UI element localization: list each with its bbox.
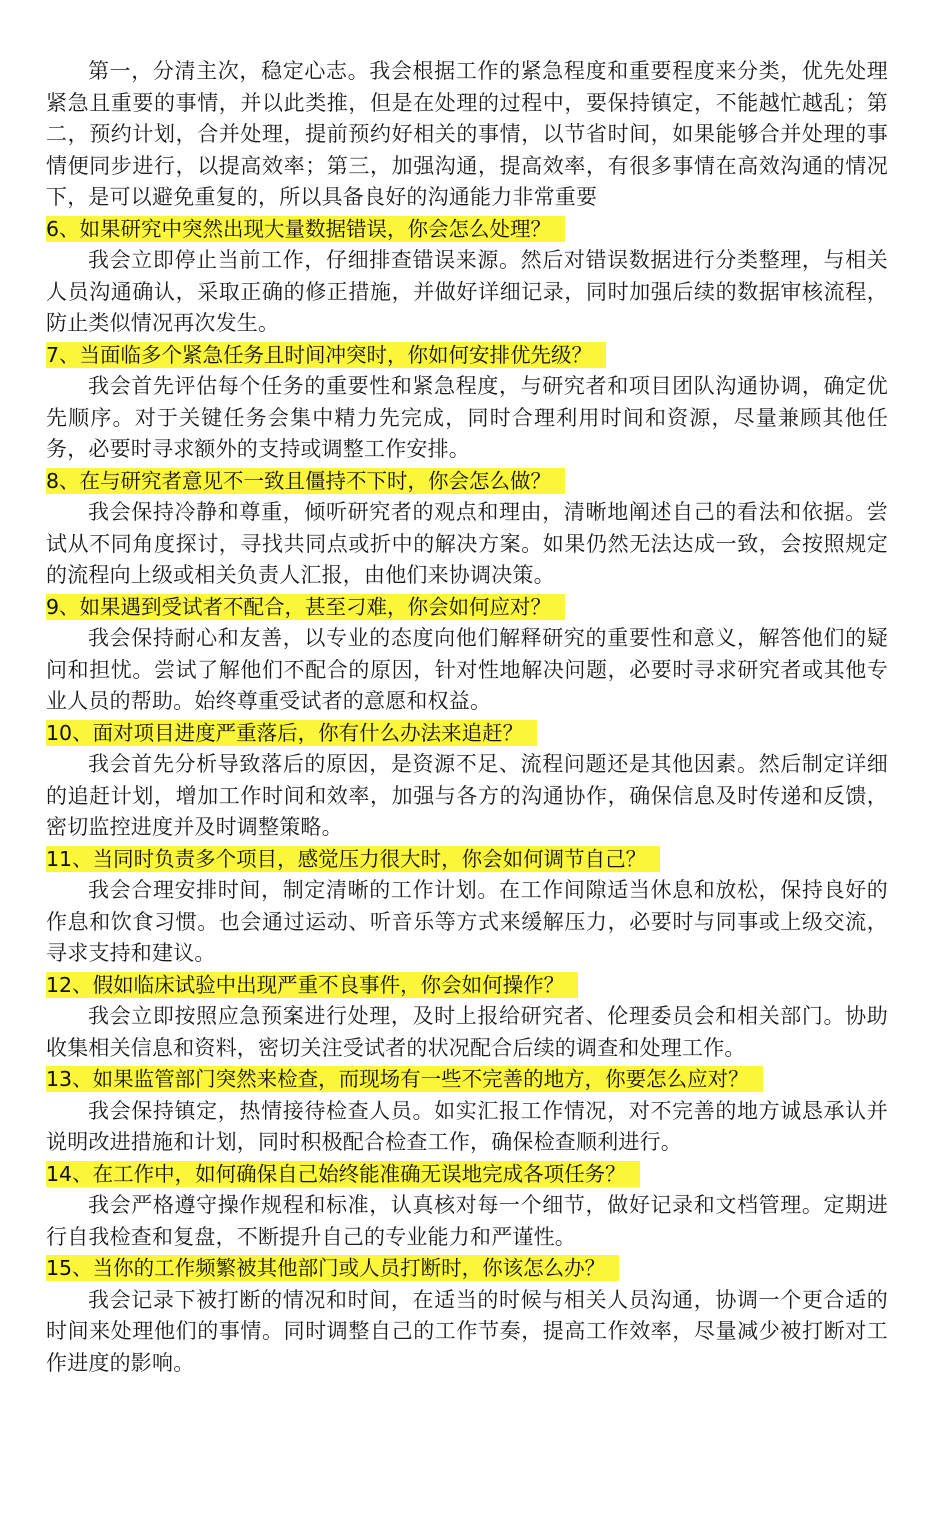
question-9 <box>46 592 888 624</box>
question-8 <box>46 466 888 498</box>
question-13-text: 13、如果监管部门突然来检查，而现场有一些不完善的地方，你要怎么应对？ <box>46 1066 763 1092</box>
answer-13: 我会保持镇定，热情接待检查人员。如实汇报工作情况，对不完善的地方诚恳承认并说明改进措施和计划，同时积极配合检查工作，确保检查顺利进行。 <box>46 1098 888 1154</box>
question-7-text: 7、当面临多个紧急任务且时间冲突时，你如何安排优先级？ <box>46 342 606 368</box>
answer-14: 我会严格遵守操作规程和标准，认真核对每一个细节，做好记录和文档管理。定期进行自我检查和复盘，不断提升自己的专业能力和严谨性。 <box>46 1193 888 1249</box>
answer-10: 我会首先分析导致落后的原因，是资源不足、流程问题还是其他因素。然后制定详细的追赶计划，增加工作时间和效率，加强与各方的沟通协作，确保信息及时传递和反馈，密切监控进度并及时调整策略。 <box>46 752 888 839</box>
answer-12: 我会立即按照应急预案进行处理，及时上报给研究者、伦理委员会和相关部门。协助收集相关信息和资料，密切关注受试者的状况配合后续的调查和处理工作。 <box>46 1004 888 1060</box>
question-15 <box>46 1253 888 1285</box>
intro-paragraph: 第一，分清主次，稳定心志。我会根据工作的紧急程度和重要程度来分类，优先处理紧急且重要的事情，并以此类推，但是在处理的过程中，要保持镇定，不能越忙越乱；第二，预约计划，合并处理，提前预约好相关的事情，以节省时间，如果能够合并处理的事情便同步进行，以提高效率；第三，加强沟通，提高效率，有很多事情在高效沟通的情况下，是可以避免重复的，所以具备良好的沟通能力非常重要 <box>46 59 888 209</box>
answer-8: 我会保持冷静和尊重，倾听研究者的观点和理由，清晰地阐述自己的看法和依据。尝试从不同角度探讨，寻找共同点或折中的解决方案。如果仍然无法达成一致，会按照规定的流程向上级或相关负责人汇报，由他们来协调决策。 <box>46 500 888 587</box>
question-13 <box>46 1064 888 1096</box>
question-10 <box>46 718 888 750</box>
question-11-text: 11、当同时负责多个项目，感觉压力很大时，你会如何调节自己？ <box>46 846 660 872</box>
question-6-text: 6、如果研究中突然出现大量数据错误，你会怎么处理？ <box>46 216 565 242</box>
question-11 <box>46 844 888 876</box>
answer-6: 我会立即停止当前工作，仔细排查错误来源。然后对错误数据进行分类整理，与相关人员沟通确认，采取正确的修正措施，并做好详细记录，同时加强后续的数据审核流程，防止类似情况再次发生。 <box>46 248 888 335</box>
question-14-text: 14、在工作中，如何确保自己始终能准确无误地完成各项任务？ <box>46 1161 640 1187</box>
question-6 <box>46 214 888 246</box>
question-14 <box>46 1159 888 1191</box>
question-8-text: 8、在与研究者意见不一致且僵持不下时，你会怎么做？ <box>46 468 565 494</box>
answer-11: 我会合理安排时间，制定清晰的工作计划。在工作间隙适当休息和放松，保持良好的作息和饮食习惯。也会通过运动、听音乐等方式来缓解压力，必要时与同事或上级交流，寻求支持和建议。 <box>46 878 888 965</box>
answer-9: 我会保持耐心和友善，以专业的态度向他们解释研究的重要性和意义，解答他们的疑问和担忧。尝试了解他们不配合的原因，针对性地解决问题，必要时寻求研究者或其他专业人员的帮助。始终尊重受试者的意愿和权益。 <box>46 626 888 713</box>
question-12 <box>46 970 888 1002</box>
question-15-text: 15、当你的工作频繁被其他部门或人员打断时，你该怎么办？ <box>46 1255 619 1281</box>
question-9-text: 9、如果遇到受试者不配合，甚至刁难，你会如何应对？ <box>46 594 565 620</box>
question-10-text: 10、面对项目进度严重落后，你有什么办法来追赶？ <box>46 720 537 746</box>
answer-7: 我会首先评估每个任务的重要性和紧急程度，与研究者和项目团队沟通协调，确定优先顺序。对于关键任务会集中精力先完成，同时合理利用时间和资源，尽量兼顾其他任务，必要时寻求额外的支持或调整工作安排。 <box>46 374 888 461</box>
question-7 <box>46 340 888 372</box>
question-12-text: 12、假如临床试验中出现严重不良事件，你会如何操作？ <box>46 972 578 998</box>
document-page <box>46 56 888 1379</box>
answer-15: 我会记录下被打断的情况和时间，在适当的时候与相关人员沟通，协调一个更合适的时间来处理他们的事情。同时调整自己的工作节奏，提高工作效率，尽量减少被打断对工作进度的影响。 <box>46 1287 888 1375</box>
